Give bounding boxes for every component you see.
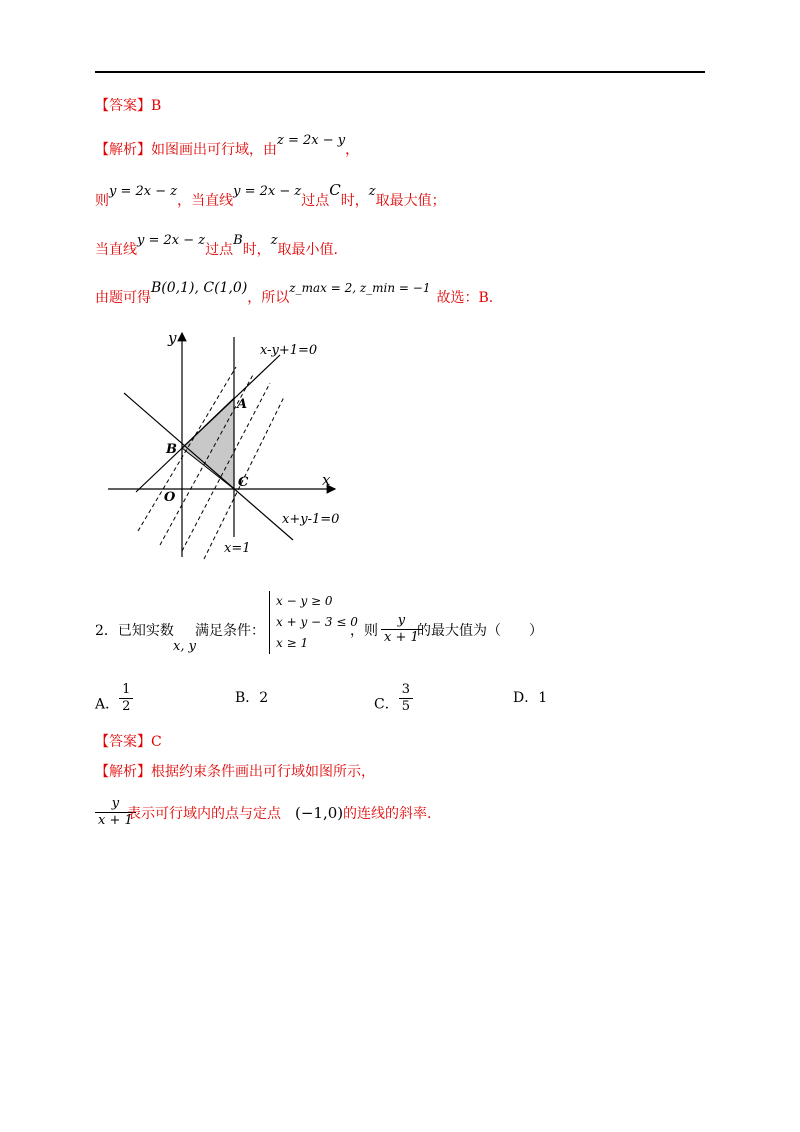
q1-analysis-line2: 则y = 2x − z，当直线y = 2x − z过点C时，z取最大值； [95,181,446,209]
math-point: (−1,0) [295,804,344,822]
math-expr: y = 2x − z [109,184,178,199]
math-expr: B(0,1), C(1,0) [151,280,248,296]
q1-analysis-line4: 由题可得B(0,1), C(1,0)，所以z_max = 2, z_min = −1故选：B. [95,280,494,306]
line-x-plus-y-minus-1 [124,393,293,540]
point-b-label: B [166,442,177,457]
option-d[interactable]: D．1 [513,690,548,706]
math-expr: y = 2x − z [233,184,302,199]
feasible-region-figure [100,325,360,565]
answer-tag: 【答案】 [95,98,151,114]
q2-answer [95,732,162,752]
x-axis-label: x [322,471,331,489]
answer-value: C [151,734,162,750]
header-rule [95,71,705,73]
fraction: $\frac{y}{x + 1}$ [381,613,422,646]
q1-answer [95,96,161,116]
origin-label: O [164,490,176,505]
math-point: B [233,233,243,248]
y-axis-label: y [168,329,177,347]
point-c-label: C [238,475,249,490]
line1-label: x-y+1=0 [260,343,318,358]
analysis-tag: 【解析】 [95,764,151,780]
fraction: $\frac{y}{x + 1}$ [95,796,136,829]
line3-label: x=1 [224,541,251,556]
constraint-system: x − y ≥ 0 x + y − 3 ≤ 0 x ≥ 1 [269,591,358,654]
option-a[interactable]: A． $\frac{1}{2}$ [95,688,133,721]
answer-value: B [151,98,162,114]
q1-analysis-line1: 【解析】如图画出可行域，由z = 2x − y， [95,133,360,158]
option-b[interactable]: B．2 [235,690,269,706]
math-expr: z = 2x − y [277,133,346,148]
answer-tag: 【答案】 [95,734,151,750]
point-a-label: A [237,397,248,412]
option-c[interactable]: C． $\frac{3}{5}$ [374,688,413,721]
line2-label: x+y-1=0 [282,512,340,527]
q2-analysis-line1: 【解析】根据约束条件画出可行域如图所示， [95,764,375,780]
math-expr: z_max = 2, z_min = −1 [289,281,431,295]
math-vars: x, y [173,639,196,654]
q1-analysis-line3: 当直线y = 2x − z过点B时，z取最小值. [95,233,338,258]
math-point: C [329,181,341,199]
analysis-tag: 【解析】 [95,142,151,158]
math-expr: y = 2x − z [137,233,206,248]
